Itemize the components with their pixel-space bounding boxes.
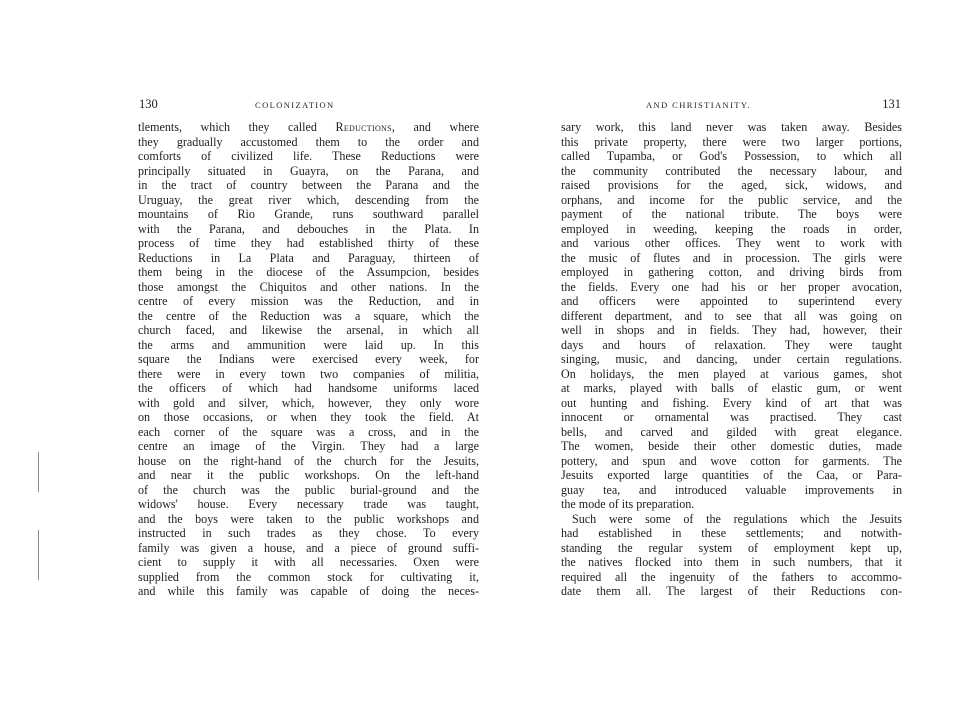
- line-text: widows' house. Every necessary trade was taught,: [138, 497, 479, 511]
- line-text: Jesuits exported large quantities of the Caa, or Para-: [561, 468, 902, 482]
- text-line: [138, 381, 479, 396]
- text-line: [561, 410, 902, 425]
- text-line: [561, 483, 902, 498]
- text-line: [138, 178, 479, 193]
- right-page: [490, 0, 980, 707]
- text-line: [138, 323, 479, 338]
- text-line: [561, 120, 902, 135]
- text-line: [138, 207, 479, 222]
- line-text: different department, and to see that all was going on: [561, 308, 902, 323]
- text-line: [138, 280, 479, 295]
- text-line: [138, 367, 479, 382]
- text-line: [561, 294, 902, 309]
- text-line: [561, 135, 902, 150]
- line-text: called Tupamba, or God's Possession, to which all: [561, 149, 902, 163]
- line-text: them being in the diocese of the Assumpcion, besides: [138, 265, 479, 279]
- text-line: [138, 193, 479, 208]
- text-line: [138, 454, 479, 469]
- line-text: this private property, there were two larger portions,: [561, 134, 902, 149]
- text-line: [561, 338, 902, 353]
- running-head: AND CHRISTIANITY.: [646, 100, 751, 110]
- line-text: the mode of its preparation.: [561, 497, 695, 511]
- line-text: date them all. The largest of their Reductions con-: [561, 584, 902, 598]
- line-text: On holidays, the men played at various games, shot: [561, 366, 902, 381]
- line-text: the arms and ammunition were laid up. In this: [138, 337, 479, 352]
- text-line: [138, 541, 479, 556]
- line-text: Such were some of the regulations which the Jesuits: [572, 511, 902, 526]
- small-caps-term: Reductions: [335, 120, 392, 134]
- line-text: Reductions in La Plata and Paraguay, thirteen of: [138, 250, 479, 265]
- text-line: [138, 265, 479, 280]
- text-line: [561, 396, 902, 411]
- line-text: the music of flutes and in procession. The girls were: [561, 250, 902, 265]
- line-text: out hunting and fishing. Every kind of art that was: [561, 395, 902, 410]
- line-text: had established in these settlements; and notwith-: [561, 526, 902, 540]
- line-text: in the tract of country between the Parana and the: [138, 178, 479, 192]
- line-text: cient to supply it with all necessaries. Oxen were: [138, 555, 479, 569]
- text-line: [138, 555, 479, 570]
- text-line: [138, 526, 479, 541]
- text-line: [561, 178, 902, 193]
- line-text: singing, music, and dancing, under certain regulations.: [561, 352, 902, 366]
- text-line: [138, 236, 479, 251]
- page-number: 131: [882, 97, 901, 111]
- text-line: [138, 294, 479, 309]
- text-line: [561, 454, 902, 469]
- line-text: well in shops and in fields. They had, however, their: [561, 323, 902, 337]
- line-text: and officers were appointed to superintend every: [561, 294, 902, 308]
- line-text: mountains of Rio Grande, runs southward parallel: [138, 207, 479, 221]
- text-line: [138, 164, 479, 179]
- line-text: of the church was the public burial-ground and the: [138, 482, 479, 497]
- text-line: [561, 526, 902, 541]
- line-text: pottery, and spun and wove cotton for garments. The: [561, 453, 902, 468]
- line-text: and near it the public workshops. On the left-hand: [138, 468, 479, 482]
- line-text: days and hours of relaxation. They were taught: [561, 337, 902, 352]
- line-text: with gold and silver, which, however, they only wore: [138, 395, 479, 410]
- text-line: [138, 570, 479, 585]
- line-text: Uruguay, the great river which, descending from the: [138, 192, 479, 207]
- text-line: [561, 541, 902, 556]
- line-text: The women, beside their other domestic duties, made: [561, 439, 902, 453]
- line-text: required all the ingenuity of the fathers to accommo-: [561, 569, 902, 584]
- line-text: centre an image of the Virgin. They had a large: [138, 439, 479, 453]
- text-line: [561, 265, 902, 280]
- page-edge-mark: [38, 530, 39, 580]
- text-line: [561, 222, 902, 237]
- text-line: [561, 164, 902, 179]
- text-line: [138, 222, 479, 237]
- line-text: employed in weeding, keeping the roads in order,: [561, 221, 902, 236]
- line-text: standing the regular system of employment kept up,: [561, 540, 902, 555]
- line-text: the fields. Every one had his or her proper avocation,: [561, 279, 902, 294]
- text-line: [561, 468, 902, 483]
- text-line: [561, 584, 902, 599]
- text-line: [138, 439, 479, 454]
- line-text: and various other offices. They went to work with: [561, 236, 902, 250]
- text-line: [138, 410, 479, 425]
- line-text: each corner of the square was a cross, and in the: [138, 424, 479, 439]
- line-text: the centre of the Reduction was a square, which the: [138, 308, 479, 323]
- right-page-header: [561, 97, 901, 111]
- text-line: [138, 120, 479, 135]
- line-text: square the Indians were exercised every week, for: [138, 352, 479, 366]
- text-line: [561, 512, 902, 527]
- text-line: [138, 149, 479, 164]
- text-line: [561, 425, 902, 440]
- line-text: raised provisions for the aged, sick, widows, and: [561, 178, 902, 192]
- text-line: [138, 338, 479, 353]
- text-line: [138, 512, 479, 527]
- text-line: [138, 396, 479, 411]
- line-text: there were in every town two companies of militia,: [138, 366, 479, 381]
- line-text: guay tea, and introduced valuable improvements in: [561, 482, 902, 497]
- line-text: employed in gathering cotton, and driving birds from: [561, 265, 902, 279]
- text-line: [561, 497, 902, 512]
- line-text: family was given a house, and a piece of ground suffi-: [138, 540, 479, 555]
- line-text: tlements, which they called: [138, 120, 336, 134]
- right-page-text: [561, 120, 902, 599]
- line-text: the community contributed the necessary labour, and: [561, 163, 902, 178]
- text-line: [138, 251, 479, 266]
- line-text: and the boys were taken to the public workshops and: [138, 511, 479, 526]
- running-head: COLONIZATION: [255, 100, 335, 110]
- line-text: process of time they had established thirty of these: [138, 236, 479, 250]
- left-page-header: [139, 97, 479, 111]
- text-line: [561, 236, 902, 251]
- text-line: [561, 381, 902, 396]
- line-text: innocent or ornamental was practised. They cast: [561, 410, 902, 424]
- line-text: and while this family was capable of doing the neces-: [138, 584, 479, 598]
- text-line: [561, 280, 902, 295]
- text-line: [138, 584, 479, 599]
- line-text: principally situated in Guayra, on the Parana, and: [138, 163, 479, 178]
- text-line: [138, 425, 479, 440]
- text-line: [138, 483, 479, 498]
- line-text: the natives flocked into them in such numbers, that it: [561, 555, 902, 569]
- line-text: with the Parana, and debouches in the Plata. In: [138, 221, 479, 236]
- text-line: [561, 323, 902, 338]
- text-line: [561, 555, 902, 570]
- text-line: [561, 309, 902, 324]
- left-page-text: [138, 120, 479, 599]
- text-line: [561, 207, 902, 222]
- text-line: [138, 309, 479, 324]
- text-line: [138, 352, 479, 367]
- line-text: church faced, and likewise the arsenal, in which all: [138, 323, 479, 337]
- line-text: payment of the national tribute. The boys were: [561, 207, 902, 221]
- text-line: [561, 439, 902, 454]
- line-text: they gradually accustomed them to the order and: [138, 134, 479, 149]
- line-text: sary work, this land never was taken away. Besides: [561, 120, 902, 134]
- line-text: , and where: [391, 120, 479, 134]
- line-text: centre of every mission was the Reduction, and in: [138, 294, 479, 308]
- line-text: house on the right-hand of the church for the Jesuits,: [138, 453, 479, 468]
- text-line: [561, 570, 902, 585]
- text-line: [138, 468, 479, 483]
- text-line: [561, 251, 902, 266]
- line-text: bells, and carved and gilded with great elegance.: [561, 424, 902, 439]
- line-text: orphans, and income for the public service, and the: [561, 192, 902, 207]
- text-line: [561, 149, 902, 164]
- line-text: on those occasions, or when they took the field. At: [138, 410, 479, 424]
- line-text: comforts of civilized life. These Reductions were: [138, 149, 479, 163]
- text-line: [138, 497, 479, 512]
- page-number: 130: [139, 97, 158, 111]
- line-text: instructed in such trades as they chose. To every: [138, 526, 479, 540]
- text-line: [138, 135, 479, 150]
- line-text: at marks, played with balls of elastic gum, or went: [561, 381, 902, 395]
- line-text: supplied from the common stock for cultivating it,: [138, 569, 479, 584]
- text-line: [561, 193, 902, 208]
- text-line: [561, 352, 902, 367]
- page-edge-mark: [38, 452, 39, 492]
- text-line: [561, 367, 902, 382]
- line-text: the officers of which had handsome uniforms laced: [138, 381, 479, 395]
- line-text: those amongst the Chiquitos and other nations. In the: [138, 279, 479, 294]
